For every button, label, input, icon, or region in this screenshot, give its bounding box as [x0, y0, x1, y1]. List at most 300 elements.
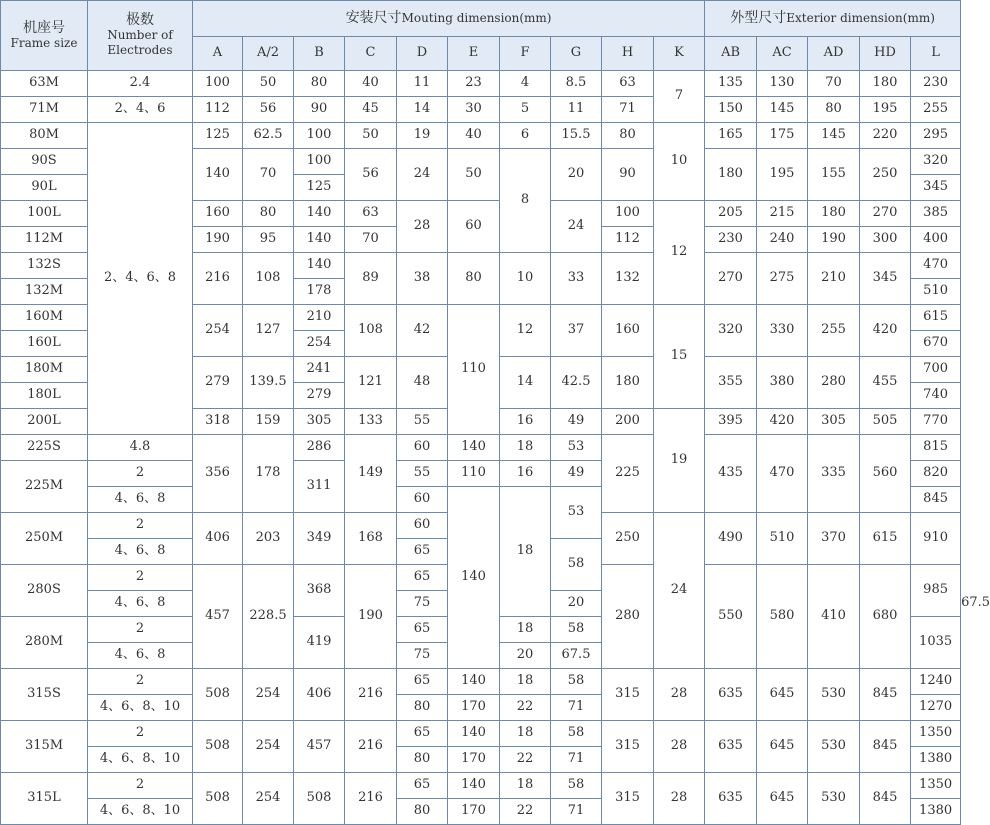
value-cell: 62.5: [243, 123, 294, 149]
value-cell: 455: [860, 357, 911, 409]
value-cell: 56: [243, 97, 294, 123]
value-cell: 112: [193, 97, 243, 123]
value-cell: 53: [551, 487, 602, 539]
value-cell: 311: [294, 461, 345, 513]
frame-cell: 200L: [1, 409, 88, 435]
value-cell: 580: [757, 565, 808, 669]
value-cell: 65: [397, 539, 448, 565]
value-cell: 95: [243, 227, 294, 253]
value-cell: 305: [808, 409, 860, 435]
poles-cell: 2: [88, 617, 193, 643]
value-cell: 510: [757, 513, 808, 565]
value-cell: 90: [602, 149, 654, 201]
value-cell: 155: [808, 149, 860, 201]
value-cell: 24: [397, 149, 448, 201]
value-cell: 80: [808, 97, 860, 123]
value-cell: 45: [345, 97, 397, 123]
value-cell: 12: [500, 305, 551, 357]
value-cell: 505: [860, 409, 911, 435]
poles-cell: 4、6、8: [88, 643, 193, 669]
value-cell: 28: [654, 721, 705, 773]
value-cell: 645: [757, 773, 808, 825]
value-cell: 470: [757, 435, 808, 513]
value-cell: 150: [705, 97, 757, 123]
value-cell: 216: [193, 253, 243, 305]
value-cell: 195: [757, 149, 808, 201]
col-header: G: [551, 37, 602, 71]
value-cell: 5: [500, 97, 551, 123]
value-cell: 1350: [911, 721, 961, 747]
value-cell: 15.5: [551, 123, 602, 149]
value-cell: 70: [345, 227, 397, 253]
value-cell: 1350: [911, 773, 961, 799]
value-cell: 140: [294, 201, 345, 227]
value-cell: 820: [911, 461, 961, 487]
header-exterior-dimension: 外型尺寸Exterior dimension(mm): [705, 1, 961, 37]
value-cell: 63: [345, 201, 397, 227]
frame-cell: 160L: [1, 331, 88, 357]
frame-cell: 71M: [1, 97, 88, 123]
value-cell: 80: [397, 747, 448, 773]
value-cell: 315: [602, 669, 654, 721]
value-cell: 60: [397, 435, 448, 461]
value-cell: 210: [808, 253, 860, 305]
value-cell: 60: [397, 513, 448, 539]
value-cell: 4: [500, 71, 551, 97]
value-cell: 380: [757, 357, 808, 409]
value-cell: 70: [243, 149, 294, 201]
frame-cell: 100L: [1, 201, 88, 227]
value-cell: 56: [345, 149, 397, 201]
frame-cell: 160M: [1, 305, 88, 331]
value-cell: 140: [448, 487, 500, 669]
value-cell: 20: [551, 591, 602, 617]
value-cell: 320: [705, 305, 757, 357]
poles-cell: 2: [88, 721, 193, 747]
poles-cell: 2: [88, 461, 193, 487]
col-header: A/2: [243, 37, 294, 71]
value-cell: 65: [397, 565, 448, 591]
value-cell: 135: [705, 71, 757, 97]
col-header: HD: [860, 37, 911, 71]
value-cell: 7: [654, 71, 705, 123]
value-cell: 48: [397, 357, 448, 409]
poles-cell: 4、6、8: [88, 539, 193, 565]
value-cell: 1035: [911, 617, 961, 669]
value-cell: 75: [397, 643, 448, 669]
value-cell: 19: [654, 409, 705, 513]
value-cell: 395: [705, 409, 757, 435]
value-cell: 18: [500, 721, 551, 747]
value-cell: 410: [808, 565, 860, 669]
value-cell: 37: [551, 305, 602, 357]
value-cell: 254: [243, 721, 294, 773]
value-cell: 89: [345, 253, 397, 305]
frame-cell: 280S: [1, 565, 88, 617]
value-cell: 1380: [911, 747, 961, 773]
value-cell: 165: [705, 123, 757, 149]
value-cell: 110: [448, 305, 500, 435]
value-cell: 215: [757, 201, 808, 227]
value-cell: 216: [345, 721, 397, 773]
value-cell: 985: [911, 565, 961, 617]
value-cell: 385: [911, 201, 961, 227]
value-cell: 508: [294, 773, 345, 825]
value-cell: 457: [193, 565, 243, 669]
value-cell: 435: [705, 435, 757, 513]
value-cell: 60: [397, 487, 448, 513]
value-cell: 275: [757, 253, 808, 305]
value-cell: 335: [808, 435, 860, 513]
value-cell: 49: [551, 409, 602, 435]
poles-cell: 4、6、8: [88, 487, 193, 513]
value-cell: 28: [654, 669, 705, 721]
value-cell: 406: [193, 513, 243, 565]
value-cell: 24: [551, 201, 602, 253]
value-cell: 195: [860, 97, 911, 123]
value-cell: 50: [448, 149, 500, 201]
col-header: D: [397, 37, 448, 71]
col-header: AB: [705, 37, 757, 71]
value-cell: 50: [345, 123, 397, 149]
value-cell: 510: [911, 279, 961, 305]
value-cell: 180: [808, 201, 860, 227]
frame-cell: 315L: [1, 773, 88, 825]
value-cell: 19: [397, 123, 448, 149]
value-cell: 40: [345, 71, 397, 97]
value-cell: 300: [860, 227, 911, 253]
value-cell: 175: [757, 123, 808, 149]
value-cell: 240: [757, 227, 808, 253]
value-cell: 635: [705, 773, 757, 825]
poles-cell: 4.8: [88, 435, 193, 461]
poles-cell: 2.4: [88, 71, 193, 97]
value-cell: 178: [294, 279, 345, 305]
frame-cell: 112M: [1, 227, 88, 253]
value-cell: 58: [551, 669, 602, 695]
frame-cell: 315S: [1, 669, 88, 721]
value-cell: 18: [500, 617, 551, 643]
value-cell: 132: [602, 253, 654, 305]
value-cell: 228.5: [243, 565, 294, 669]
value-cell: 170: [448, 747, 500, 773]
col-header: E: [448, 37, 500, 71]
value-cell: 8.5: [551, 71, 602, 97]
value-cell: 457: [294, 721, 345, 773]
value-cell: 14: [500, 357, 551, 409]
value-cell: 530: [808, 721, 860, 773]
value-cell: 680: [860, 565, 911, 669]
value-cell: 140: [193, 149, 243, 201]
value-cell: 100: [193, 71, 243, 97]
value-cell: 53: [551, 435, 602, 461]
value-cell: 180: [860, 71, 911, 97]
value-cell: 635: [705, 669, 757, 721]
value-cell: 70: [808, 71, 860, 97]
value-cell: 60: [448, 201, 500, 253]
value-cell: 42.5: [551, 357, 602, 409]
value-cell: 140: [448, 773, 500, 799]
poles-cell: 4、6、8: [88, 591, 193, 617]
value-cell: 145: [808, 123, 860, 149]
value-cell: 279: [193, 357, 243, 409]
value-cell: 170: [448, 799, 500, 825]
value-cell: 254: [243, 669, 294, 721]
value-cell: 71: [551, 747, 602, 773]
value-cell: 133: [345, 409, 397, 435]
value-cell: 370: [808, 513, 860, 565]
value-cell: 280: [808, 357, 860, 409]
value-cell: 216: [345, 773, 397, 825]
header-mounting-dimension: 安装尺寸Mouting dimension(mm): [193, 1, 705, 37]
value-cell: 75: [397, 591, 448, 617]
value-cell: 108: [345, 305, 397, 357]
value-cell: 108: [243, 253, 294, 305]
value-cell: 71: [551, 695, 602, 721]
value-cell: 740: [911, 383, 961, 409]
value-cell: 8: [500, 149, 551, 253]
col-header: C: [345, 37, 397, 71]
value-cell: 1270: [911, 695, 961, 721]
value-cell: 345: [911, 175, 961, 201]
value-cell: 170: [448, 695, 500, 721]
value-cell: 615: [860, 513, 911, 565]
value-cell: 910: [911, 513, 961, 565]
value-cell: 160: [602, 305, 654, 357]
value-cell: 15: [654, 305, 705, 409]
value-cell: 65: [397, 669, 448, 695]
value-cell: 508: [193, 721, 243, 773]
value-cell: 250: [602, 513, 654, 565]
value-cell: 40: [448, 123, 500, 149]
poles-cell: 4、6、8、10: [88, 695, 193, 721]
value-cell: 28: [397, 201, 448, 253]
value-cell: 125: [193, 123, 243, 149]
value-cell: 30: [448, 97, 500, 123]
value-cell: 419: [294, 617, 345, 669]
value-cell: 28: [654, 773, 705, 825]
value-cell: 121: [345, 357, 397, 409]
value-cell: 65: [397, 617, 448, 643]
value-cell: 71: [551, 799, 602, 825]
value-cell: 355: [705, 357, 757, 409]
value-cell: 140: [448, 721, 500, 747]
value-cell: 254: [243, 773, 294, 825]
value-cell: 254: [193, 305, 243, 357]
value-cell: 180: [705, 149, 757, 201]
frame-cell: 132M: [1, 279, 88, 305]
value-cell: 406: [294, 669, 345, 721]
value-cell: 645: [757, 669, 808, 721]
value-cell: 368: [294, 565, 345, 617]
value-cell: 210: [294, 305, 345, 331]
value-cell: 125: [294, 175, 345, 201]
value-cell: 230: [705, 227, 757, 253]
value-cell: 90: [294, 97, 345, 123]
value-cell: 220: [860, 123, 911, 149]
value-cell: 670: [911, 331, 961, 357]
value-cell: 770: [911, 409, 961, 435]
value-cell: 65: [397, 773, 448, 799]
value-cell: 280: [602, 565, 654, 669]
value-cell: 250: [860, 149, 911, 201]
header-frame-size: 机座号 Frame size: [1, 1, 88, 71]
value-cell: 11: [397, 71, 448, 97]
frame-cell: 90S: [1, 149, 88, 175]
value-cell: 139.5: [243, 357, 294, 409]
poles-cell: 2: [88, 513, 193, 539]
value-cell: 16: [500, 461, 551, 487]
value-cell: 112: [602, 227, 654, 253]
value-cell: 420: [860, 305, 911, 357]
value-cell: 55: [397, 409, 448, 435]
poles-cell: 2: [88, 669, 193, 695]
value-cell: 38: [397, 253, 448, 305]
poles-cell: 2: [88, 773, 193, 799]
value-cell: 80: [294, 71, 345, 97]
value-cell: 58: [551, 539, 602, 591]
frame-cell: 90L: [1, 175, 88, 201]
value-cell: 254: [294, 331, 345, 357]
value-cell: 190: [193, 227, 243, 253]
value-cell: 149: [345, 435, 397, 513]
value-cell: 18: [500, 435, 551, 461]
value-cell: 14: [397, 97, 448, 123]
value-cell: 200: [602, 409, 654, 435]
value-cell: 159: [243, 409, 294, 435]
value-cell: 49: [551, 461, 602, 487]
value-cell: 24: [654, 513, 705, 669]
value-cell: 10: [500, 253, 551, 305]
value-cell: 16: [500, 409, 551, 435]
value-cell: 58: [551, 773, 602, 799]
value-cell: 845: [860, 669, 911, 721]
value-cell: 22: [500, 695, 551, 721]
value-cell: 356: [193, 435, 243, 513]
value-cell: 12: [654, 201, 705, 305]
value-cell: 345: [860, 253, 911, 305]
value-cell: 42: [397, 305, 448, 357]
value-cell: 11: [551, 97, 602, 123]
value-cell: 145: [757, 97, 808, 123]
frame-cell: 280M: [1, 617, 88, 669]
value-cell: 22: [500, 799, 551, 825]
col-header: L: [911, 37, 961, 71]
value-cell: 315: [602, 773, 654, 825]
value-cell: 700: [911, 357, 961, 383]
frame-cell: 80M: [1, 123, 88, 149]
value-cell: 6: [500, 123, 551, 149]
col-header: A: [193, 37, 243, 71]
value-cell: 490: [705, 513, 757, 565]
value-cell: 225: [602, 435, 654, 513]
frame-cell: 63M: [1, 71, 88, 97]
value-cell: 10: [654, 123, 705, 201]
value-cell: 65: [397, 721, 448, 747]
col-header: AC: [757, 37, 808, 71]
value-cell: 140: [448, 669, 500, 695]
frame-cell: 315M: [1, 721, 88, 773]
value-cell: 63: [602, 71, 654, 97]
value-cell: 279: [294, 383, 345, 409]
frame-cell: 180M: [1, 357, 88, 383]
poles-cell: 4、6、8、10: [88, 747, 193, 773]
value-cell: 320: [911, 149, 961, 175]
value-cell: 255: [808, 305, 860, 357]
value-cell: 127: [243, 305, 294, 357]
frame-cell: 180L: [1, 383, 88, 409]
value-cell: 22: [500, 747, 551, 773]
frame-cell: 225S: [1, 435, 88, 461]
value-cell: 550: [705, 565, 757, 669]
value-cell: 635: [705, 721, 757, 773]
value-cell: 18: [500, 669, 551, 695]
value-cell: 508: [193, 773, 243, 825]
value-cell: 845: [860, 721, 911, 773]
value-cell: 100: [602, 201, 654, 227]
value-cell: 55: [397, 461, 448, 487]
value-cell: 100: [294, 123, 345, 149]
value-cell: 33: [551, 253, 602, 305]
value-cell: 80: [602, 123, 654, 149]
value-cell: 58: [551, 721, 602, 747]
value-cell: 349: [294, 513, 345, 565]
value-cell: 160: [193, 201, 243, 227]
value-cell: 530: [808, 773, 860, 825]
value-cell: 100: [294, 149, 345, 175]
value-cell: 330: [757, 305, 808, 357]
value-cell: 205: [705, 201, 757, 227]
value-cell: 110: [448, 461, 500, 487]
value-cell: 80: [448, 253, 500, 305]
col-header: F: [500, 37, 551, 71]
value-cell: 190: [345, 565, 397, 669]
value-cell: 270: [860, 201, 911, 227]
value-cell: 140: [448, 435, 500, 461]
value-cell: 305: [294, 409, 345, 435]
value-cell: 530: [808, 669, 860, 721]
value-cell: 318: [193, 409, 243, 435]
value-cell: 178: [243, 435, 294, 513]
col-header: H: [602, 37, 654, 71]
value-cell: 18: [500, 773, 551, 799]
value-cell: 80: [243, 201, 294, 227]
value-cell: 845: [911, 487, 961, 513]
poles-cell: 2: [88, 565, 193, 591]
value-cell: 420: [757, 409, 808, 435]
value-cell: 20: [500, 643, 551, 669]
value-cell: 508: [193, 669, 243, 721]
poles-cell: 2、4、6: [88, 97, 193, 123]
value-cell: 286: [294, 435, 345, 461]
value-cell: 18: [500, 487, 551, 617]
value-cell: 400: [911, 227, 961, 253]
header-poles: 极数 Number of Electrodes: [88, 1, 193, 71]
value-cell: 241: [294, 357, 345, 383]
frame-cell: 225M: [1, 461, 88, 513]
value-cell: 130: [757, 71, 808, 97]
value-cell: 168: [345, 513, 397, 565]
value-cell: 23: [448, 71, 500, 97]
value-cell: 230: [911, 71, 961, 97]
value-cell: 20: [551, 149, 602, 201]
value-cell: 470: [911, 253, 961, 279]
value-cell: 50: [243, 71, 294, 97]
value-cell: 80: [397, 799, 448, 825]
value-cell: 1380: [911, 799, 961, 825]
frame-cell: 250M: [1, 513, 88, 565]
value-cell: 140: [294, 253, 345, 279]
